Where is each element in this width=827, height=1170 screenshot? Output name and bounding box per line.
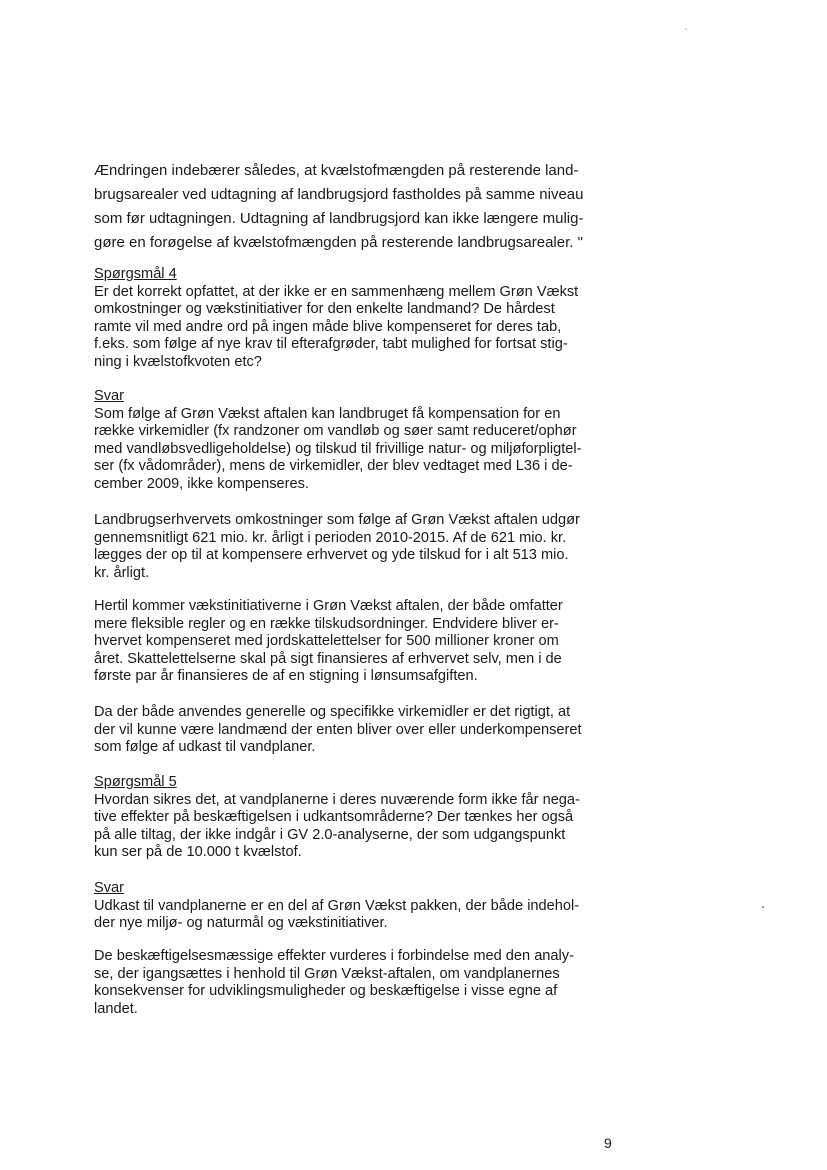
text-line: Ændringen indebærer således, at kvælstofmængden på resterende land- (94, 162, 579, 179)
answer-4-paragraph-2 (94, 512, 634, 582)
question-4-heading: Spørgsmål 4 (94, 266, 177, 282)
text-line: Hvordan sikres det, at vandplanerne i deres nuværende form ikke får nega- (94, 791, 580, 808)
text-line: brugsarealer ved udtagning af landbrugsjord fastholdes på samme niveau (94, 186, 584, 203)
answer-5-heading: Svar (94, 880, 125, 896)
question-5-heading: Spørgsmål 5 (94, 774, 177, 790)
text-line: tive effekter på beskæftigelsen i udkantsområderne? Der tænkes her også (94, 809, 574, 826)
text-line: ning i kvælstofkvoten etc? (94, 353, 262, 370)
text-line: Hertil kommer vækstinitiativerne i Grøn Vækst aftalen, der både omfatter (94, 598, 563, 614)
intro-paragraph (94, 159, 634, 255)
text-line: omkostninger og vækstinitiativer for den enkelte landmand? De hårdest (94, 301, 555, 318)
scan-speck (685, 28, 687, 30)
text-line: ramte vil med andre ord på ingen måde blive kompenseret for deres tab, (94, 318, 562, 335)
text-line: lægges der op til at kompensere erhvervet og yde tilskud for i alt 513 mio. (94, 547, 569, 564)
text-line: første par år finansieres de af en stigning i lønsumsafgiften. (94, 668, 478, 685)
text-line: som følge af udkast til vandplaner. (94, 739, 316, 756)
text-line: som før udtagningen. Udtagning af landbrugsjord kan ikke længere mulig- (94, 210, 584, 227)
text-line: Er det korrekt opfattet, at der ikke er en sammenhæng mellem Grøn Vækst (94, 283, 579, 300)
text-line: kun ser på de 10.000 t kvælstof. (94, 844, 302, 861)
text-line: gennemsnitligt 621 mio. kr. årligt i perioden 2010-2015. Af de 621 mio. kr. (94, 529, 567, 546)
page-number: 9 (604, 1135, 612, 1151)
text-line: Da der både anvendes generelle og specifikke virkemidler er det rigtigt, at (94, 704, 571, 720)
question-4-text (94, 284, 634, 372)
text-line: se, der igangsættes i henhold til Grøn Vækst-aftalen, om vandplanernes (94, 965, 560, 982)
answer-4-paragraph-4 (94, 704, 634, 757)
answer-5-section (94, 880, 634, 933)
answer-4-section (94, 388, 634, 494)
text-line: Udkast til vandplanerne er en del af Grøn Vækst pakken, der både indehol- (94, 897, 580, 914)
text-line: ser (fx vådområder), mens de virkemidler, der blev vedtaget med L36 i de- (94, 458, 573, 475)
text-line: konsekvenser for udviklingsmuligheder og beskæftigelse i visse egne af (94, 983, 558, 1000)
text-line: med vandløbsvedligeholdelse) og tilskud til frivillige natur- og miljøforpligtel- (94, 440, 582, 457)
text-line: Landbrugserhvervets omkostninger som følge af Grøn Vækst aftalen udgør (94, 512, 580, 528)
text-line: f.eks. som følge af nye krav til efterafgrøder, tabt mulighed for fortsat stig- (94, 336, 568, 353)
text-line: kr. årligt. (94, 564, 150, 581)
text-line: De beskæftigelsesmæssige effekter vurderes i forbindelse med den analy- (94, 948, 574, 964)
text-line: hvervet kompenseret med jordskattelettelser for 500 millioner kroner om (94, 633, 559, 650)
text-line: række virkemidler (fx randzoner om vandløb og søer samt reduceret/ophør (94, 423, 577, 440)
question-4-section (94, 266, 634, 372)
text-line: gøre en forøgelse af kvælstofmængden på resterende landbrugsarealer. " (94, 234, 583, 251)
question-5-text (94, 792, 634, 862)
text-line: der nye miljø- og naturmål og vækstinitiativer. (94, 915, 388, 932)
text-line: cember 2009, ikke kompenseres. (94, 475, 309, 492)
answer-5-paragraph-1 (94, 898, 634, 933)
text-line: på alle tiltag, der ikke indgår i GV 2.0-analyserne, der som udgangspunkt (94, 826, 566, 843)
question-5-section (94, 774, 634, 862)
text-line: landet. (94, 1000, 138, 1017)
scan-speck (762, 906, 764, 908)
answer-4-paragraph-3 (94, 598, 634, 686)
answer-4-paragraph-1 (94, 406, 634, 494)
text-line: mere fleksible regler og en række tilskudsordninger. Endvidere bliver er- (94, 615, 559, 632)
text-line: Som følge af Grøn Vækst aftalen kan landbruget få kompensation for en (94, 405, 561, 422)
text-line: året. Skattelettelserne skal på sigt finansieres af erhvervet selv, men i de (94, 650, 562, 667)
answer-5-paragraph-2 (94, 948, 634, 1018)
text-line: der vil kunne være landmænd der enten bliver over eller underkompenseret (94, 721, 582, 738)
answer-4-heading: Svar (94, 388, 125, 404)
